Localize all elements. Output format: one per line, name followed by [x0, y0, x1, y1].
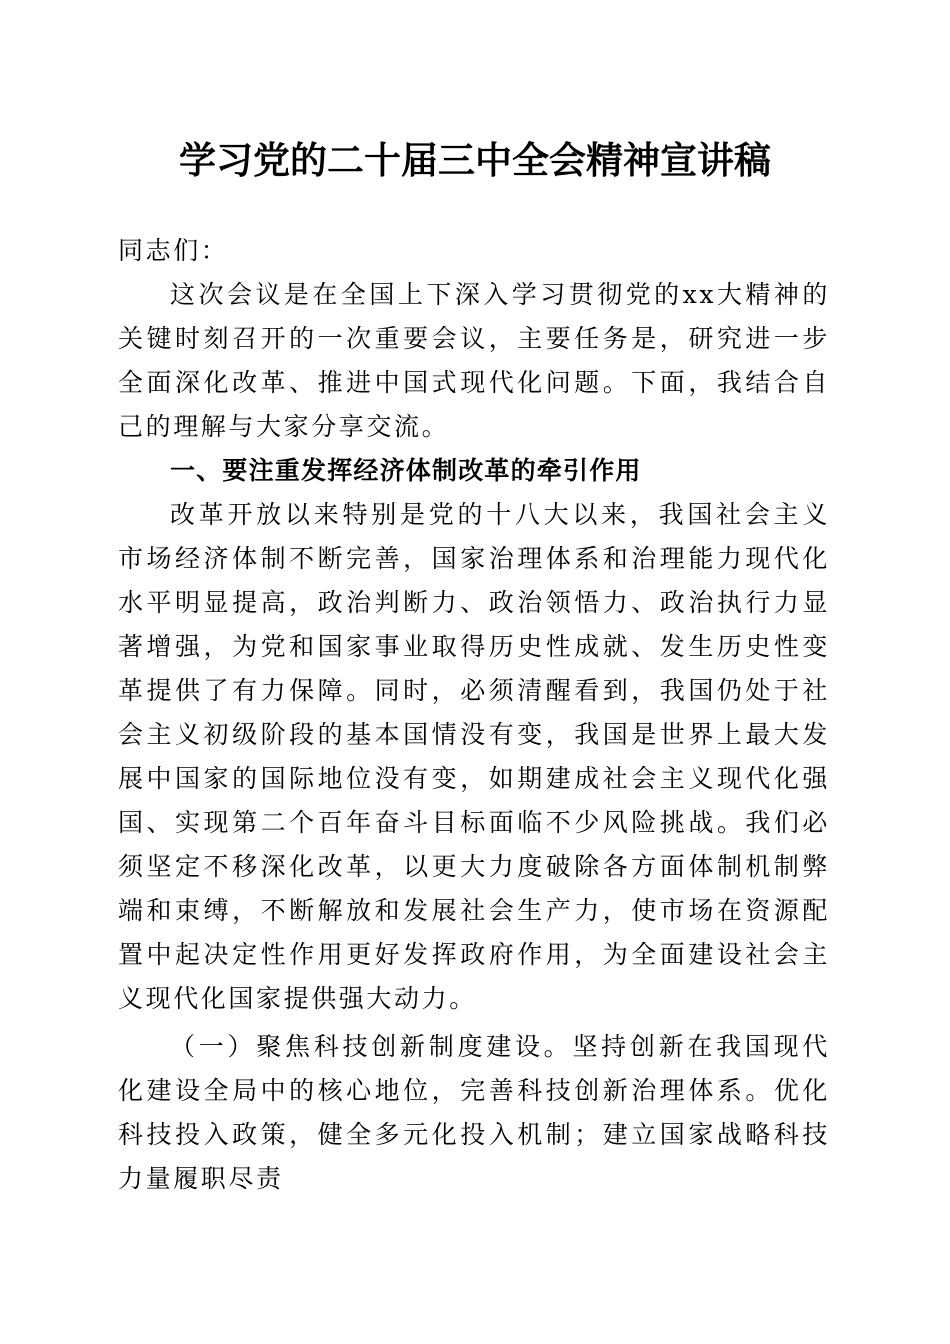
subsection-1-paragraph [118, 1025, 830, 1201]
intro-paragraph: 这次会议是在全国上下深入学习贯彻党的xx大精神的关键时刻召开的一次重要会议，主要任务是，研究进一步全面深化改革、推进中国式现代化问题。下面，我结合自己的理解与大家分享交流。 [118, 280, 830, 441]
section-1-paragraph: 改革开放以来特别是党的十八大以来，我国社会主义市场经济体制不断完善，国家治理体系和治理能力现代化水平明显提高，政治判断力、政治领悟力、政治执行力显著增强，为党和国家事业取得历史性成就、发生历史性变革提供了有力保障。同时，必须清醒看到，我国仍处于社会主义初级阶段的基本国情没有变，我国是世界上最大发展中国家的国际地位没有变，如期建成社会主义现代化强国、实现第二个百年奋斗目标面临不少风险挑战。我们必须坚定不移深化改革，以更大力度破除各方面体制机制弊端和束缚，不断解放和发展社会生产力，使市场在资源配置中起决定性作用更好发挥政府作用，为全面建设社会主义现代化国家提供强大动力。 [118, 500, 830, 1013]
subsection-1-text: 坚持创新在我国现代化建设全局中的核心地位，完善科技创新治理体系。优化科技投入政策，健全多元化投入机制；建立国家战略科技力量履职尽责 [118, 1032, 830, 1193]
salutation: 同志们： [118, 236, 229, 265]
document-body [118, 229, 830, 1201]
section-heading-1: 一、要注重发挥经济体制改革的牵引作用 [170, 456, 642, 485]
document-title: 学习党的二十届三中全会精神宣讲稿 [179, 138, 771, 182]
subsection-1-label: （一）聚焦科技创新制度建设。 [170, 1032, 573, 1061]
